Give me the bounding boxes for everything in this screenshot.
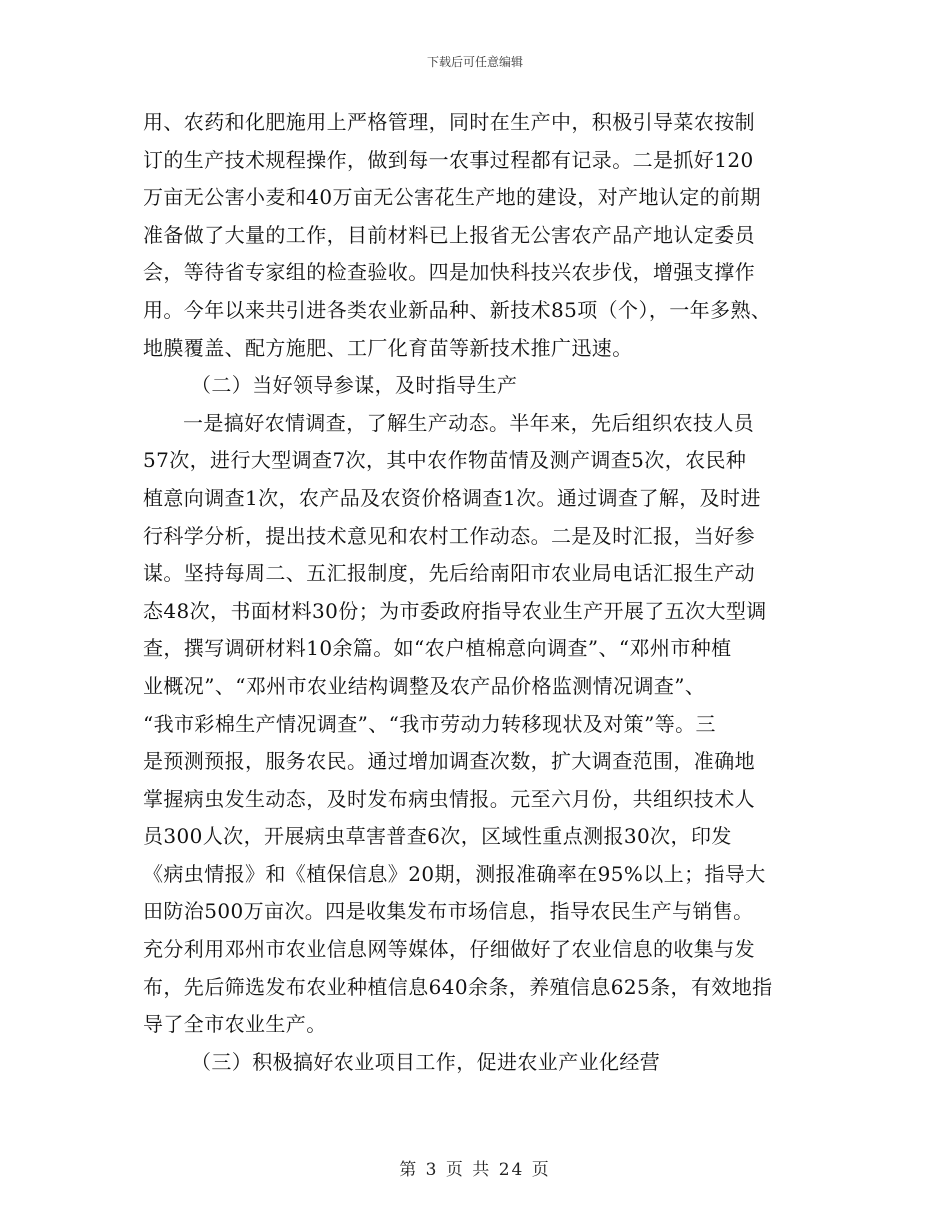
text-line: 态48次，书面材料30份；为市委政府指导农业生产开展了五次大型调 [143,598,767,623]
text-line: 万亩无公害小麦和40万亩无公害花生产地的建设，对产地认定的前期 [143,185,761,210]
text-line: 订的生产技术规程操作，做到每一农事过程都有记录。二是抓好120 [143,147,754,172]
text-line: 地膜覆盖、配方施肥、工厂化育苗等新技术推广迅速。 [143,335,633,360]
text-line: 业概况”、“邓州市农业结构调整及农产品价格监测情况调查”、 [143,673,706,698]
text-line: 谋。坚持每周二、五汇报制度，先后给南阳市农业局电话汇报生产动 [143,561,755,586]
section-heading: （二）当好领导参谋，及时指导生产 [191,373,518,398]
page-footer: 第 3 页 共 24 页 [399,1160,551,1180]
text-line: 布，先后筛选发布农业种植信息640余条，养殖信息625条，有效地指 [143,974,773,999]
text-line: 准备做了大量的工作，目前材料已上报省无公害农产品产地认定委员 [143,222,755,247]
text-line: 查，撰写调研材料10余篇。如“农户植棉意向调查”、“邓州市种植 [143,636,732,661]
text-line: 充分利用邓州市农业信息网等媒体，仔细做好了农业信息的收集与发 [143,937,755,962]
text-line: 植意向调查1次，农产品及农资价格调查1次。通过调查了解，及时进 [143,485,761,510]
page-header: 下载后可任意编辑 [426,55,523,69]
text-line: 《病虫情报》和《植保信息》20期，测报准确率在95%以上；指导大 [143,861,766,886]
document-body [143,104,823,1081]
text-line: 57次，进行大型调查7次，其中农作物苗情及测产调查5次，农民种 [143,448,747,473]
text-line: 用、农药和化肥施用上严格管理，同时在生产中，积极引导菜农按制 [143,110,755,134]
text-line: 会，等待省专家组的检查验收。四是加快科技兴农步伐，增强支撑作 [143,260,755,285]
text-line: 用。今年以来共引进各类农业新品种、新技术85项（个），一年多熟、 [143,297,772,322]
text-line: “我市彩棉生产情况调查”、“我市劳动力转移现状及对策”等。三 [143,711,716,736]
section-heading: （三）积极搞好农业项目工作，促进农业产业化经营 [191,1049,661,1074]
text-line: 是预测预报，服务农民。通过增加调查次数，扩大调查范围，准确地 [143,749,755,774]
text-line: 行科学分析，提出技术意见和农村工作动态。二是及时汇报，当好参 [143,523,755,548]
paragraph-first-line: 一是搞好农情调查，了解生产动态。半年来，先后组织农技人员 [183,410,755,435]
text-line: 员300人次，开展病虫草害普查6次，区域性重点测报30次，印发 [143,824,732,849]
text-line: 掌握病虫发生动态，及时发布病虫情报。元至六月份，共组织技术人 [143,786,755,811]
text-line: 导了全市农业生产。 [143,1012,327,1037]
text-line: 田防治500万亩次。四是收集发布市场信息，指导农民生产与销售。 [143,899,754,924]
